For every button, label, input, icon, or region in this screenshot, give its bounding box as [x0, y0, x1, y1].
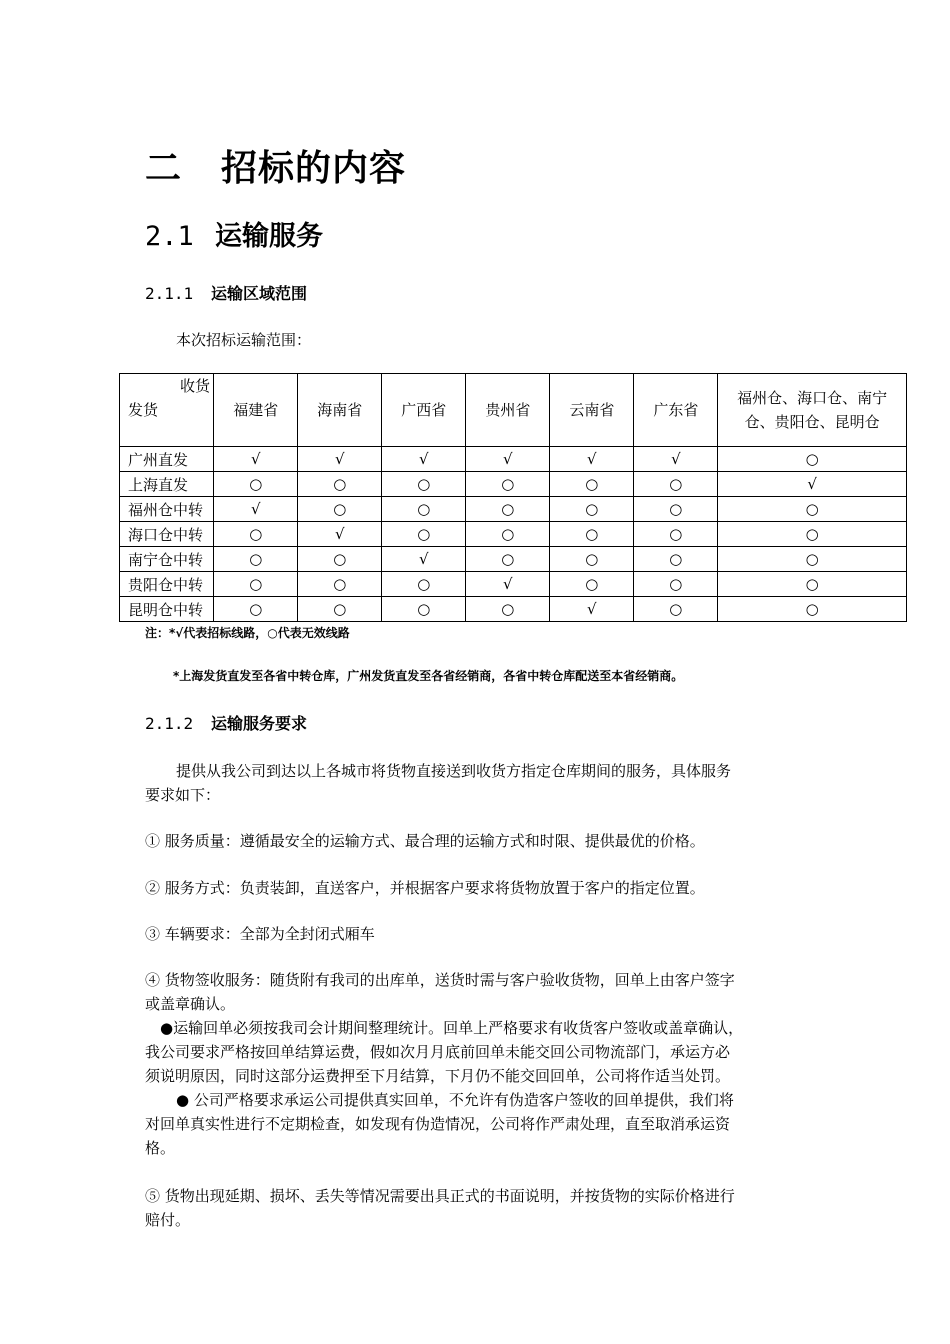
row-label: 广州直发 [120, 447, 214, 472]
table-header-row [120, 374, 907, 447]
table-cell: √ [634, 447, 718, 472]
route-table [119, 373, 907, 622]
requirement-item-2: ② 服务方式：负责装卸，直送客户，并根据客户要求将货物放置于客户的指定位置。 [145, 879, 705, 897]
table-cell: ○ [634, 572, 718, 597]
table-cell: √ [718, 472, 907, 497]
table-cell: ○ [634, 497, 718, 522]
table-cell: √ [382, 447, 466, 472]
sub2-number: 2.1.2 [145, 714, 194, 733]
requirement-item-5-line1: ⑤ 货物出现延期、损坏、丢失等情况需要出具正式的书面说明，并按货物的实际价格进行 [145, 1187, 735, 1205]
bullet-1-line2: 我公司要求严格按回单结算运费，假如次月月底前回单未能交回公司物流部门，承运方必 [145, 1043, 731, 1061]
corner-ship-label: 发货 [128, 401, 159, 419]
table-cell: ○ [382, 522, 466, 547]
bullet-2-line2: 对回单真实性进行不定期检查，如发现有伪造情况，公司将作严肃处理，直至取消承运资 [145, 1115, 731, 1133]
column-header: 广西省 [382, 374, 466, 447]
table-cell: ○ [382, 572, 466, 597]
row-label: 福州仓中转 [120, 497, 214, 522]
table-cell: ○ [214, 522, 298, 547]
section-heading [145, 140, 406, 191]
table-cell: ○ [718, 547, 907, 572]
table-cell: ○ [298, 597, 382, 622]
table-cell: ○ [298, 497, 382, 522]
row-label: 南宁仓中转 [120, 547, 214, 572]
table-cell: √ [466, 572, 550, 597]
bullet-2-line3: 格。 [145, 1139, 176, 1157]
table-cell: √ [214, 447, 298, 472]
table-cell: ○ [382, 597, 466, 622]
sub2-title: 运输服务要求 [211, 714, 308, 733]
table-row [120, 497, 907, 522]
table-note-1: 注：*√代表招标线路，○代表无效线路 [145, 626, 350, 640]
row-label: 贵阳仓中转 [120, 572, 214, 597]
table-note-2: *上海发货直发至各省中转仓库，广州发货直发至各省经销商，各省中转仓库配送至本省经销商。 [173, 669, 684, 683]
table-cell: ○ [634, 472, 718, 497]
sub1-title: 运输区域范围 [211, 284, 308, 303]
table-cell: ○ [550, 497, 634, 522]
table-cell: ○ [214, 472, 298, 497]
table-cell: ○ [466, 547, 550, 572]
column-header: 云南省 [550, 374, 634, 447]
requirement-item-4-line1: ④ 货物签收服务：随货附有我司的出库单，送货时需与客户验收货物，回单上由客户签字 [145, 971, 735, 989]
table-cell: √ [550, 597, 634, 622]
requirement-item-4-line2: 或盖章确认。 [145, 995, 236, 1013]
column-header: 贵州省 [466, 374, 550, 447]
table-cell: √ [382, 547, 466, 572]
table-row [120, 547, 907, 572]
table-cell: √ [466, 447, 550, 472]
subsection-number: 2.1 [145, 221, 194, 252]
column-header: 福建省 [214, 374, 298, 447]
table-corner-cell [120, 374, 214, 447]
requirement-item-1: ① 服务质量：遵循最安全的运输方式、最合理的运输方式和时限、提供最优的价格。 [145, 832, 705, 850]
table-row [120, 522, 907, 547]
subsection-heading [145, 214, 323, 253]
section-title: 招标的内容 [221, 147, 407, 189]
table-cell: ○ [550, 472, 634, 497]
bullet-1-line1: ●运输回单必须按我司会计期间整理统计。回单上严格要求有收货客户签收或盖章确认， [160, 1019, 744, 1037]
sub2-intro-line1: 提供从我公司到达以上各城市将货物直接送到收货方指定仓库期间的服务，具体服务 [176, 762, 732, 780]
requirement-item-5-line2: 赔付。 [145, 1211, 191, 1229]
requirement-item-3: ③ 车辆要求：全部为全封闭式厢车 [145, 925, 375, 943]
table-cell: ○ [718, 447, 907, 472]
sub1-heading [145, 281, 307, 304]
table-cell: √ [550, 447, 634, 472]
section-number: 二 [145, 147, 183, 189]
column-header: 海南省 [298, 374, 382, 447]
table-cell: √ [214, 497, 298, 522]
table-cell: ○ [634, 597, 718, 622]
table-row [120, 597, 907, 622]
table-cell: ○ [298, 572, 382, 597]
column-header: 福州仓、海口仓、南宁仓、贵阳仓、昆明仓 [718, 374, 907, 447]
table-cell: ○ [466, 472, 550, 497]
table-cell: ○ [718, 597, 907, 622]
sub1-intro: 本次招标运输范围： [176, 331, 312, 349]
table-cell: ○ [634, 547, 718, 572]
table-cell: ○ [718, 572, 907, 597]
table-cell: ○ [550, 572, 634, 597]
sub2-intro-line2: 要求如下： [145, 786, 221, 804]
table-row [120, 472, 907, 497]
table-cell: ○ [298, 547, 382, 572]
table-cell: √ [298, 447, 382, 472]
table-cell: ○ [214, 572, 298, 597]
table-cell: ○ [382, 472, 466, 497]
column-header: 广东省 [634, 374, 718, 447]
table-cell: ○ [466, 522, 550, 547]
table-cell: ○ [214, 597, 298, 622]
table-cell: ○ [466, 597, 550, 622]
table-cell: ○ [466, 497, 550, 522]
table-cell: ○ [382, 497, 466, 522]
subsection-title: 运输服务 [215, 221, 323, 252]
bullet-2-line1: ● 公司严格要求承运公司提供真实回单，不允许有伪造客户签收的回单提供，我们将 [176, 1091, 734, 1109]
table-cell: ○ [550, 522, 634, 547]
table-cell: ○ [634, 522, 718, 547]
table-cell: ○ [550, 547, 634, 572]
table-cell: ○ [718, 497, 907, 522]
row-label: 昆明仓中转 [120, 597, 214, 622]
table-row [120, 447, 907, 472]
table-cell: ○ [298, 472, 382, 497]
row-label: 上海直发 [120, 472, 214, 497]
table-cell: ○ [718, 522, 907, 547]
row-label: 海口仓中转 [120, 522, 214, 547]
corner-receive-label: 收货 [180, 377, 211, 395]
sub2-heading [145, 711, 307, 734]
table-row [120, 572, 907, 597]
table-cell: √ [298, 522, 382, 547]
bullet-1-line3: 须说明原因，同时这部分运费押至下月结算，下月仍不能交回回单，公司将作适当处罚。 [145, 1067, 731, 1085]
sub1-number: 2.1.1 [145, 284, 194, 303]
table-cell: ○ [214, 547, 298, 572]
